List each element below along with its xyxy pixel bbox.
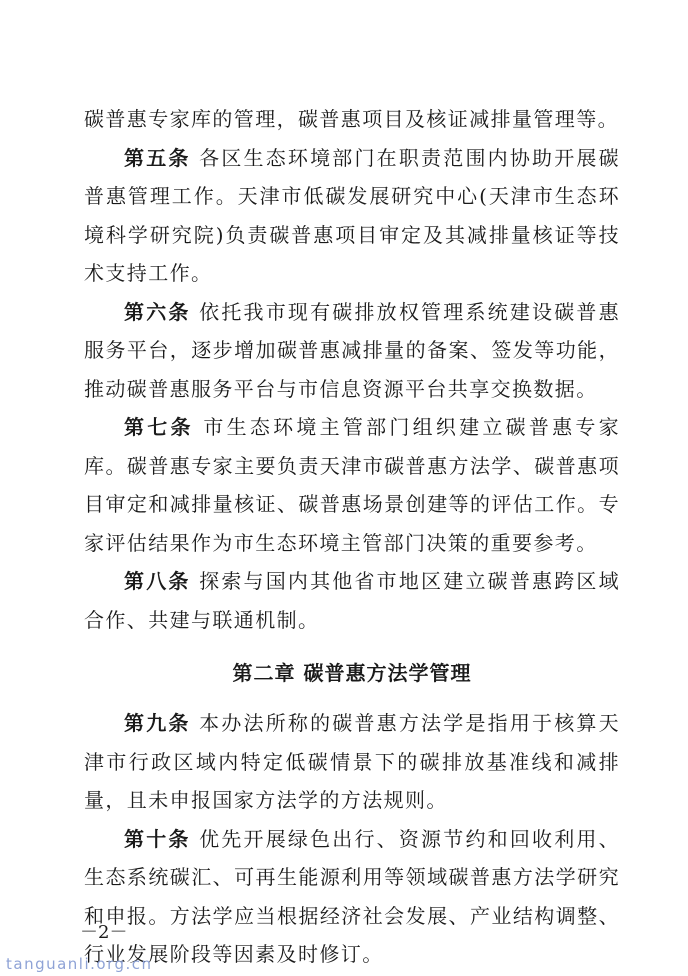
article-text: 依托我市现有碳排放权管理系统建设碳普惠服务平台，逐步增加碳普惠减排量的备案、签发等功能，推动碳普惠服务平台与市信息资源平台共享交换数据。 — [84, 299, 620, 401]
article-number: 第九条 — [124, 711, 191, 735]
article-5 — [84, 139, 620, 293]
article-6 — [84, 293, 620, 409]
article-10 — [84, 820, 620, 974]
article-9 — [84, 704, 620, 820]
paragraph-text: 碳普惠专家库的管理，碳普惠项目及核证减排量管理等。 — [84, 107, 619, 131]
page-number: －2－ — [80, 922, 128, 943]
article-text: 优先开展绿色出行、资源节约和回收利用、生态系统碳汇、可再生能源利用等领域碳普惠方法学研究和申报。方法学应当根据经济社会发展、产业结构调整、行业发展阶段等因素及时修订。 — [84, 826, 620, 966]
article-number: 第六条 — [124, 299, 191, 324]
article-number: 第十条 — [124, 826, 191, 851]
chapter-title: 第二章 碳普惠方法学管理 — [232, 661, 472, 685]
article-text: 本办法所称的碳普惠方法学是指用于核算天津市行政区域内特定低碳情景下的碳排放基准线和减排量，且未申报国家方法学的方法规则。 — [84, 711, 620, 812]
article-text: 探索与国内其他省市地区建立碳普惠跨区域合作、共建与联通机制。 — [84, 569, 620, 632]
article-7 — [84, 408, 620, 562]
article-number: 第五条 — [124, 145, 191, 170]
article-text: 各区生态环境部门在职责范围内协助开展碳普惠管理工作。天津市低碳发展研究中心(天津市生态环境科学研究院)负责碳普惠项目审定及其减排量核证等技术支持工作。 — [84, 145, 620, 285]
article-number: 第七条 — [124, 415, 194, 439]
watermark-text: tanguanli.org.cn — [6, 955, 153, 973]
article-text: 市生态环境主管部门组织建立碳普惠专家库。碳普惠专家主要负责天津市碳普惠方法学、碳普惠项目审定和减排量核证、碳普惠场景创建等的评估工作。专家评估结果作为市生态环境主管部门决策的重要参考。 — [84, 415, 620, 555]
paragraph-continuation — [84, 100, 620, 139]
article-number: 第八条 — [124, 569, 191, 593]
document-body — [84, 100, 620, 974]
article-8 — [84, 562, 620, 639]
